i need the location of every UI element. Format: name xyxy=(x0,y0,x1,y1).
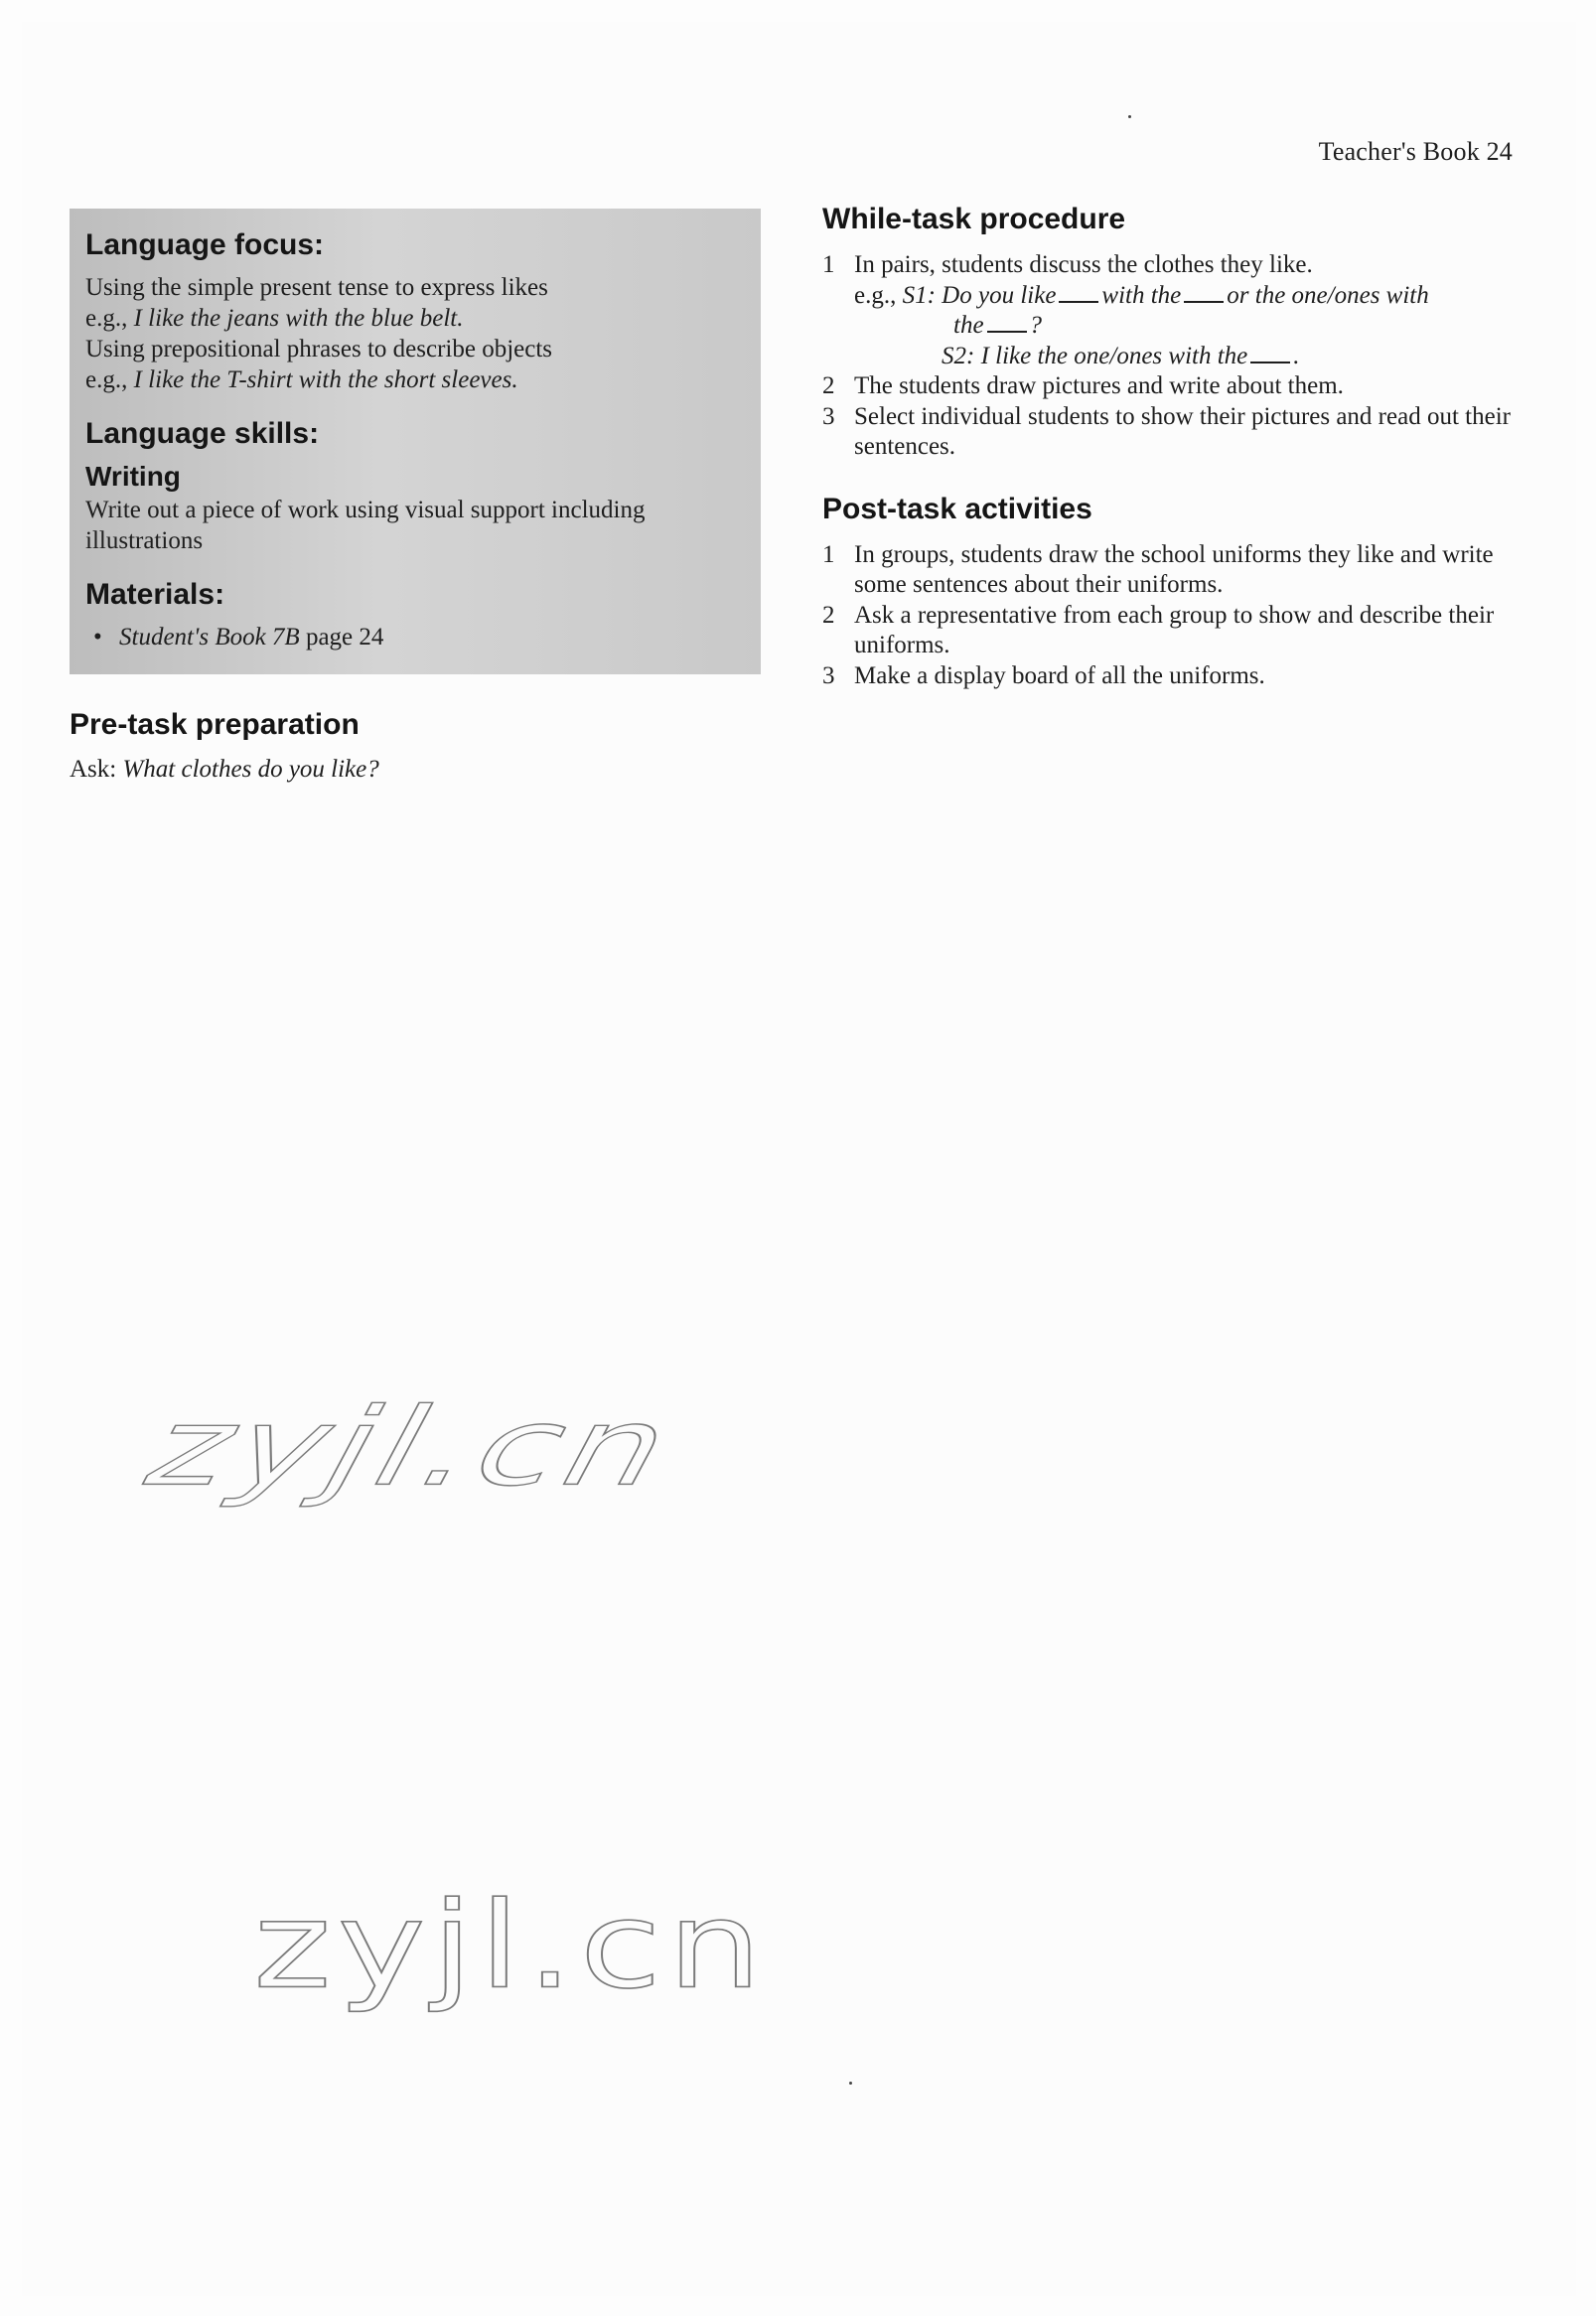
step-text: In groups, students draw the school uniforms they like and write some sentences about their uniforms. xyxy=(854,540,1494,598)
step-number: 1 xyxy=(822,251,835,278)
pre-task-ask xyxy=(70,756,761,784)
while-task-heading: While-task procedure xyxy=(822,203,1126,235)
dialogue-s1-line xyxy=(854,281,1527,312)
eg-prefix: e.g., xyxy=(854,281,903,309)
step-text: Select individual students to show their pictures and read out their sentences. xyxy=(854,402,1511,460)
post-task-steps xyxy=(822,540,1527,692)
language-focus-heading: Language focus: xyxy=(85,228,325,261)
focus-line-1: Using the simple present tense to express likes xyxy=(85,274,548,301)
materials-item xyxy=(85,622,745,652)
writing-text: Write out a piece of work using visual support including illustrations xyxy=(85,497,646,554)
list-item xyxy=(822,540,1527,601)
while-task-steps-cont xyxy=(822,371,1527,463)
step-text: The students draw pictures and write about them. xyxy=(854,372,1344,399)
focus-line-2: Using prepositional phrases to describe objects xyxy=(85,336,553,362)
dialogue-s1-continued xyxy=(854,311,1527,342)
s1-part-a: S1: Do you like xyxy=(902,281,1057,309)
book-title: Student's Book 7B xyxy=(119,624,300,651)
language-skills-heading: Language skills: xyxy=(85,417,320,450)
step-number: 1 xyxy=(822,540,835,568)
step-number: 2 xyxy=(822,372,835,399)
language-focus-box xyxy=(70,209,761,674)
scan-speck xyxy=(1128,115,1131,118)
list-item xyxy=(822,250,1527,281)
blank-line xyxy=(1184,281,1224,303)
s1-part-d: the xyxy=(953,312,984,339)
while-task-steps xyxy=(822,250,1527,281)
step-text: Ask a representative from each group to show and describe their uniforms. xyxy=(854,601,1495,658)
running-head: Teacher's Book 24 xyxy=(1318,137,1513,166)
bullet: • xyxy=(93,624,102,651)
s1-part-b: with the xyxy=(1101,281,1182,309)
blank-line xyxy=(1059,281,1098,303)
s1-part-e: ? xyxy=(1029,312,1043,339)
pre-task-heading: Pre-task preparation xyxy=(70,708,360,741)
watermark-logo: zyjl.cn xyxy=(122,1385,704,1511)
blank-line xyxy=(987,311,1027,333)
watermark-logo: zyjl.cn xyxy=(253,1877,769,2016)
step-text: In pairs, students discuss the clothes they like. xyxy=(854,251,1313,278)
scan-speck xyxy=(849,2082,852,2085)
right-column xyxy=(822,203,1527,691)
list-item xyxy=(822,661,1527,692)
list-item xyxy=(822,402,1527,463)
page-ref: page 24 xyxy=(299,624,384,651)
eg-sentence: I like the T-shirt with the short sleeves. xyxy=(133,366,518,393)
s1-part-c: or the one/ones with xyxy=(1227,281,1429,309)
dialogue-s2-line xyxy=(854,342,1527,372)
dialogue-example xyxy=(822,281,1527,372)
step-number: 3 xyxy=(822,402,835,430)
focus-example-1 xyxy=(85,303,745,334)
writing-heading: Writing xyxy=(85,461,181,492)
eg-prefix: e.g., xyxy=(85,366,134,393)
ask-prefix: Ask: xyxy=(70,756,123,783)
eg-sentence: I like the jeans with the blue belt. xyxy=(133,305,464,332)
focus-example-2 xyxy=(85,364,745,395)
s2-part-a: S2: I like the one/ones with the xyxy=(942,342,1248,369)
step-number: 3 xyxy=(822,661,835,689)
step-number: 2 xyxy=(822,601,835,629)
list-item xyxy=(822,371,1527,402)
step-text: Make a display board of all the uniforms. xyxy=(854,661,1265,689)
list-item xyxy=(822,601,1527,661)
left-column xyxy=(70,209,761,784)
eg-prefix: e.g., xyxy=(85,305,134,332)
ask-question: What clothes do you like? xyxy=(122,756,379,783)
blank-line xyxy=(1250,342,1290,363)
materials-heading: Materials: xyxy=(85,578,225,611)
post-task-heading: Post-task activities xyxy=(822,492,1092,525)
s2-part-b: . xyxy=(1293,342,1300,369)
